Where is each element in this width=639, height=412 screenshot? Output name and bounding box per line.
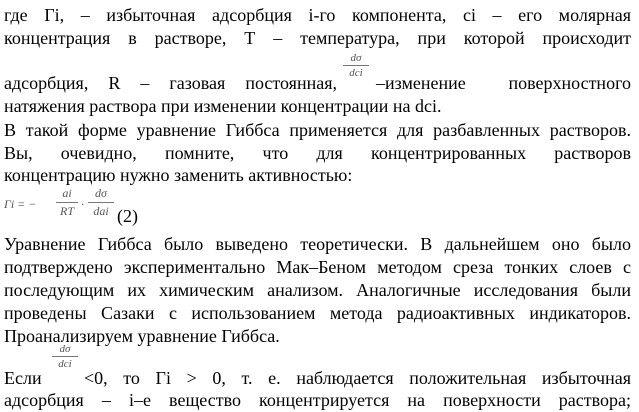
text-line: <0, то Гi > 0, т. е. наблюдается положительная избыточная [84, 368, 631, 388]
text-line: –изменение поверхностного [376, 73, 631, 93]
text-line: В такой форме уравнение Гиббса применяется для разбавленных растворов. [4, 120, 631, 140]
text-line: адсорбция – i–е вещество концентрируется на поверхности раствора; [4, 390, 631, 410]
text-line: Уравнение Гиббса было выведено теоретически. В дальнейшем оно было [4, 234, 631, 254]
text-line: адсорбция, R – газовая постоянная, [4, 73, 337, 93]
derivative-fraction [343, 52, 369, 79]
text-line: концентрация в растворе, Т – температура, при которой происходит [4, 28, 631, 48]
fraction-numerator: dσ [350, 52, 362, 64]
equation-lhs: Гi = − [4, 197, 37, 211]
equation-fraction-dsigma-da [88, 186, 114, 219]
fraction-bar [343, 65, 369, 66]
fraction-numerator: dσ [95, 186, 107, 200]
equation-number: (2) [117, 206, 138, 226]
equation-dot: · [81, 197, 84, 211]
fraction-denominator: RT [59, 204, 74, 218]
fraction-numerator: ai [62, 186, 72, 200]
fraction-denominator: dci [58, 358, 72, 370]
fraction-bar [52, 356, 78, 357]
text-line: проведены Сазаки с использованием метода радиоактивных индикаторов. [4, 303, 631, 323]
text-line: последующим их химическим анализом. Аналогичные исследования были [4, 280, 631, 300]
fraction-denominator: dai [93, 204, 109, 218]
fraction-bar [56, 202, 78, 203]
fraction-numerator: dσ [59, 343, 71, 355]
text-line: Если [4, 368, 42, 388]
fraction-denominator: dci [349, 67, 363, 79]
gibbs-equation [4, 186, 164, 228]
equation-fraction-a-rt [56, 186, 78, 219]
text-line: Проанализируем уравнение Гиббса. [4, 326, 280, 346]
text-line: где Гi, – избыточная адсорбция i-го компонента, ci – его молярная [4, 5, 631, 25]
text-line: натяжения раствора при изменении концентрации на dci. [4, 96, 442, 116]
fraction-bar [88, 202, 114, 203]
derivative-fraction [52, 343, 78, 370]
text-line: Вы, очевидно, помните, что для концентрированных растворов [4, 143, 631, 163]
text-line: подтверждено экспериментально Мак–Беном методом среза тонких слоев с [4, 257, 631, 277]
text-line: концентрацию нужно заменить активностью: [4, 165, 353, 185]
